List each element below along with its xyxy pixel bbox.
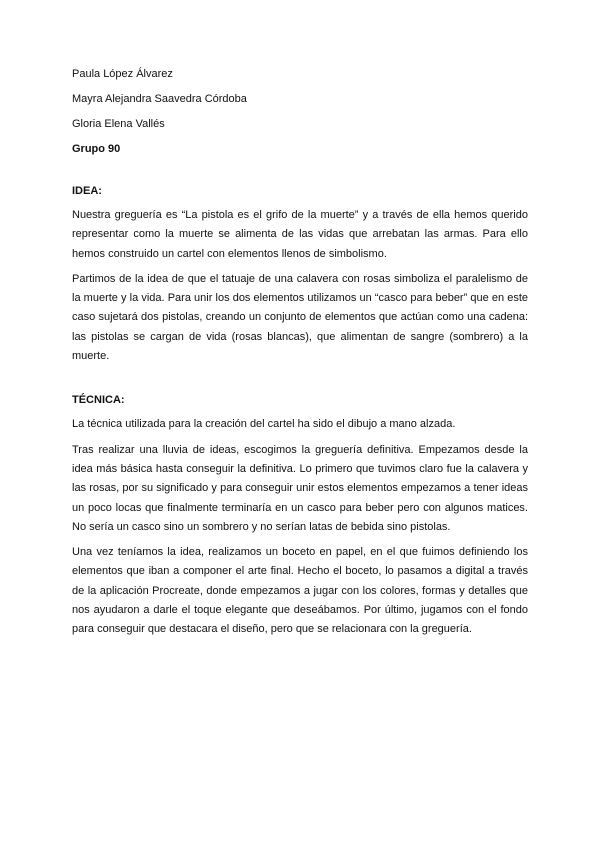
author-name: Gloria Elena Vallés [72, 118, 165, 130]
author-name: Paula López Álvarez [72, 68, 173, 80]
section-idea [72, 183, 528, 366]
paragraph: La técnica utilizada para la creación del cartel ha sido el dibujo a mano alzada. [72, 418, 456, 431]
paragraph: Una vez teníamos la idea, realizamos un boceto en papel, en el que fuimos definiendo los elementos que iban a componer el arte final. Hecho el boceto, lo pasamos a digital a través de la aplicación Procreate, donde empezamos a jugar con los colores, formas y detalles que nos ayudaron a darle el toque elegante que deseábamos. Por último, jugamos con el fondo para conseguir que destacara el diseño, pero que se relacionara con la greguería. [72, 546, 528, 636]
paragraph: Tras realizar una lluvia de ideas, escogimos la greguería definitiva. Empezamos desde la idea más básica hasta conseguir la definitiva. Lo primero que tuvimos claro fue la calavera y las rosas, por su significado y para conseguir unir estos elementos empezamos a tener ideas un poco locas que finalmente terminaría en un casco para beber pero con algunos matices. No sería un casco sino un sombrero y no serían latas de bebida sino pistolas. [72, 443, 528, 533]
paragraph: Partimos de la idea de que el tatuaje de una calavera con rosas simboliza el paralelismo de la muerte y la vida. Para unir los dos elementos utilizamos un “casco para beber” que en este caso sujetará dos pistolas, creando un conjunto de elementos que actúan como una cadena: las pistolas se cargan de vida (rosas blancas), que alimentan de sangre (sombrero) a la muerte. [72, 272, 528, 363]
author-name: Mayra Alejandra Saavedra Córdoba [72, 93, 247, 105]
group-label: Grupo 90 [72, 143, 121, 155]
section-tecnica [72, 392, 528, 639]
section-heading: TÉCNICA: [72, 394, 125, 407]
document-page [72, 66, 528, 640]
paragraph: Nuestra greguería es “La pistola es el grifo de la muerte” y a través de ella hemos querido representar como la muerte se alimenta de las vidas que arrebatan las armas. Para ello hemos construido un cartel con elementos llenos de simbolismo. [72, 209, 528, 260]
section-heading: IDEA: [72, 185, 102, 197]
